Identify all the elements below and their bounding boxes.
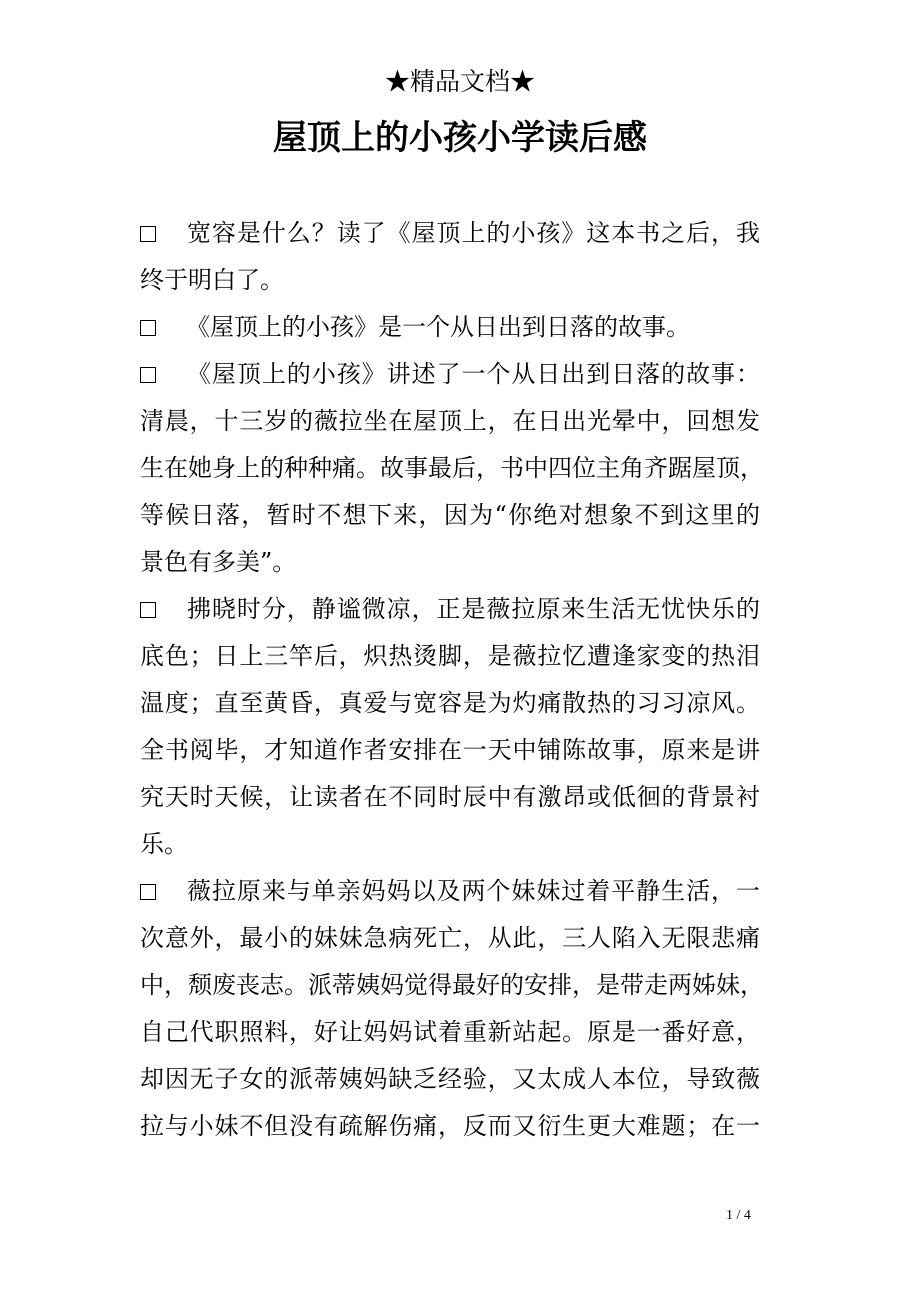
text-line: 温度；直至黄昏，真爱与宽容是为灼痛散热的习习凉风。 [140,689,760,717]
paragraph [140,351,764,586]
page-number: 1 / 4 [726,1208,751,1223]
text-line: 《屋顶上的小孩》是一个从日出到日落的故事。 [140,304,760,351]
text-line: 却因无子女的派蒂姨妈缺乏经验，又太成人本位，导致薇 [140,1065,760,1093]
text-line: 宽容是什么？读了《屋顶上的小孩》这本书之后，我 [140,210,760,257]
paragraph [140,304,760,351]
paragraph [140,868,764,1150]
checkbox-icon [140,320,156,336]
text-line: 究天时天候，让读者在不同时辰中有激昂或低徊的背景衬 [140,783,760,811]
text-line: 乐。 [140,830,188,858]
text-line: 景色有多美”。 [140,548,297,576]
checkbox-icon [140,226,156,242]
text-line: 清晨，十三岁的薇拉坐在屋顶上，在日出光晕中，回想发 [140,407,760,435]
document-body [140,210,764,1150]
text-line: 底色；日上三竿后，炽热烫脚，是薇拉忆遭逢家变的热泪 [140,642,760,670]
text-line: 全书阅毕，才知道作者安排在一天中铺陈故事，原来是讲 [140,736,760,764]
text-line: 等候日落，暂时不想下来，因为“你绝对想象不到这里的 [140,501,760,529]
paragraph [140,210,760,304]
text-line: 中，颓废丧志。派蒂姨妈觉得最好的安排，是带走两姊妹， [140,971,764,999]
document-title: 屋顶上的小孩小学读后感 [273,118,647,158]
text-line: 薇拉原来与单亲妈妈以及两个妹妹过着平静生活，一 [140,868,760,915]
text-line: 自己代职照料，好让妈妈试着重新站起。原是一番好意， [140,1018,760,1046]
text-line: 《屋顶上的小孩》讲述了一个从日出到日落的故事： [140,351,760,398]
text-line: 拉与小妹不但没有疏解伤痛，反而又衍生更大难题；在一 [140,1112,760,1140]
paragraph [140,586,760,868]
text-line: 生在她身上的种种痛。故事最后，书中四位主角齐踞屋顶， [140,454,764,482]
text-line: 次意外，最小的妹妹急病死亡，从此，三人陷入无限悲痛 [140,924,760,952]
checkbox-icon [140,602,156,618]
checkbox-icon [140,884,156,900]
page-header-label: ★精品文档★ [384,67,535,96]
text-line: 终于明白了。 [140,266,284,294]
checkbox-icon [140,367,156,383]
text-line: 拂晓时分，静谧微凉，正是薇拉原来生活无忧快乐的 [140,586,760,633]
